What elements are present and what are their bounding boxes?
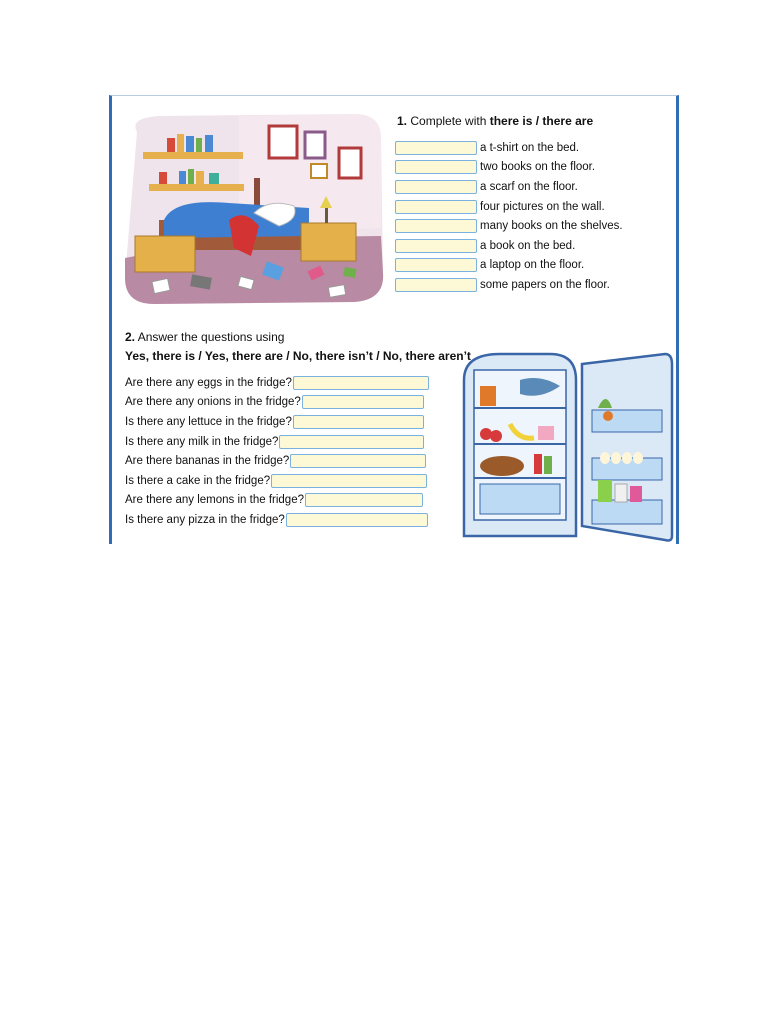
exercise2-answer-box[interactable] <box>293 376 429 390</box>
exercise1-answer-box[interactable] <box>395 239 477 253</box>
exercise1-item <box>395 236 623 256</box>
exercise1-answer-box[interactable] <box>395 180 477 194</box>
exercise2-answer-forms: Yes, there is / Yes, there are / No, there isn’t / No, there aren’t <box>125 349 471 363</box>
exercise2-question: Are there bananas in the fridge? <box>125 455 290 468</box>
exercise1-answer-box[interactable] <box>395 219 477 233</box>
exercise1-sentence: a scarf on the floor. <box>480 180 578 193</box>
exercise2-item <box>125 432 429 452</box>
exercise1-sentence: many books on the shelves. <box>480 220 623 233</box>
exercise1-title <box>397 114 593 128</box>
exercise1-answer-box[interactable] <box>395 278 477 292</box>
exercise1-answer-box[interactable] <box>395 200 477 214</box>
exercise1-structures: there is / there are <box>489 114 594 128</box>
exercise1-sentence: a book on the bed. <box>480 239 576 252</box>
fridge-illustration <box>460 350 675 542</box>
exercise2-number: 2. <box>125 330 136 344</box>
exercise1-item <box>395 197 623 217</box>
exercise1-item <box>395 138 623 158</box>
exercise2-question: Is there any lettuce in the fridge? <box>125 415 292 428</box>
exercise1-sentence: two books on the floor. <box>480 161 596 174</box>
exercise1-sentence: a t-shirt on the bed. <box>480 141 580 154</box>
exercise1-sentence: four pictures on the wall. <box>480 200 605 213</box>
exercise1-number: 1. <box>397 114 408 128</box>
exercise1-sentence: a laptop on the floor. <box>480 259 585 272</box>
exercise2-title <box>125 330 284 344</box>
exercise2-answer-box[interactable] <box>302 395 424 409</box>
exercise1-item <box>395 158 623 178</box>
exercise2-question: Is there any milk in the fridge? <box>125 435 279 448</box>
exercise1-item <box>395 256 623 276</box>
exercise2-question: Are there any lemons in the fridge? <box>125 494 304 507</box>
exercise1-list <box>395 138 623 295</box>
exercise2-question: Is there a cake in the fridge? <box>125 474 271 487</box>
exercise2-item <box>125 471 429 491</box>
exercise1-instruction: Complete with <box>410 114 490 128</box>
exercise2-item <box>125 412 429 432</box>
exercise2-answer-box[interactable] <box>305 493 423 507</box>
exercise2-item <box>125 373 429 393</box>
exercise2-answer-box[interactable] <box>290 454 426 468</box>
exercise2-item <box>125 451 429 471</box>
exercise2-instruction: Answer the questions using <box>137 330 285 344</box>
exercise2-answer-box[interactable] <box>279 435 424 449</box>
exercise1-answer-box[interactable] <box>395 160 477 174</box>
exercise2-list <box>125 373 429 530</box>
exercise2-answer-box[interactable] <box>286 513 428 527</box>
exercise2-question: Is there any pizza in the fridge? <box>125 513 285 526</box>
exercise1-sentence: some papers on the floor. <box>480 278 610 291</box>
bedroom-illustration <box>119 108 389 308</box>
exercise1-answer-box[interactable] <box>395 141 477 155</box>
exercise2-question: Are there any eggs in the fridge? <box>125 376 292 389</box>
exercise2-question: Are there any onions in the fridge? <box>125 396 301 409</box>
exercise1-item <box>395 275 623 295</box>
exercise2-item <box>125 491 429 511</box>
exercise2-item <box>125 510 429 530</box>
exercise2-answer-box[interactable] <box>271 474 427 488</box>
exercise1-answer-box[interactable] <box>395 258 477 272</box>
exercise1-item <box>395 216 623 236</box>
exercise2-item <box>125 393 429 413</box>
exercise2-answer-box[interactable] <box>293 415 424 429</box>
exercise1-item <box>395 177 623 197</box>
